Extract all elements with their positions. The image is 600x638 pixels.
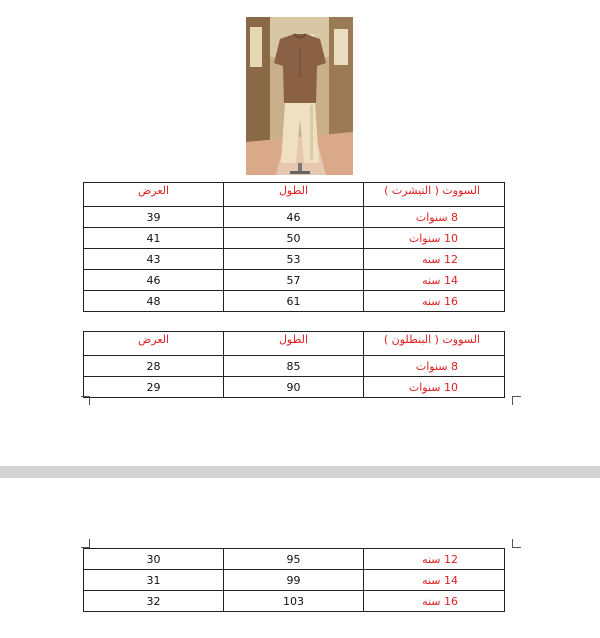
product-photo (246, 17, 353, 175)
table-row (84, 377, 505, 398)
header-length: الطول (224, 332, 364, 356)
length-cell: 53 (224, 249, 364, 270)
width-cell: 46 (84, 270, 224, 291)
table-row (84, 207, 505, 228)
width-cell: 39 (84, 207, 224, 228)
page-break-gap (0, 466, 600, 478)
length-cell: 61 (224, 291, 364, 312)
width-cell: 48 (84, 291, 224, 312)
length-cell: 50 (224, 228, 364, 249)
table-row (84, 270, 505, 291)
width-cell: 30 (84, 549, 224, 570)
header-width: العرض (84, 332, 224, 356)
header-size: السووت ( البنطلون ) (364, 332, 505, 356)
size-cell: 14 سنه (364, 270, 505, 291)
size-cell: 12 سنه (364, 249, 505, 270)
width-cell: 28 (84, 356, 224, 377)
margin-corner-mark (512, 396, 521, 405)
table-row (84, 291, 505, 312)
size-cell: 8 سنوات (364, 207, 505, 228)
pants-size-table-continued (83, 548, 505, 612)
table-row (84, 228, 505, 249)
table-row (84, 249, 505, 270)
pants-size-table (83, 331, 505, 398)
length-cell: 99 (224, 570, 364, 591)
size-cell: 8 سنوات (364, 356, 505, 377)
length-cell: 85 (224, 356, 364, 377)
length-cell: 103 (224, 591, 364, 612)
table-row (84, 356, 505, 377)
size-cell: 14 سنه (364, 570, 505, 591)
width-cell: 43 (84, 249, 224, 270)
width-cell: 41 (84, 228, 224, 249)
table-row (84, 549, 505, 570)
shirt-size-table (83, 182, 505, 312)
margin-corner-mark (81, 396, 90, 405)
width-cell: 31 (84, 570, 224, 591)
size-cell: 10 سنوات (364, 228, 505, 249)
length-cell: 57 (224, 270, 364, 291)
header-width: العرض (84, 183, 224, 207)
size-cell: 12 سنه (364, 549, 505, 570)
size-cell: 10 سنوات (364, 377, 505, 398)
length-cell: 46 (224, 207, 364, 228)
width-cell: 29 (84, 377, 224, 398)
table-header-row (84, 332, 505, 356)
width-cell: 32 (84, 591, 224, 612)
length-cell: 90 (224, 377, 364, 398)
header-size: السووت ( التيشرت ) (364, 183, 505, 207)
table-row (84, 591, 505, 612)
margin-corner-mark (81, 539, 90, 548)
size-cell: 16 سنه (364, 591, 505, 612)
table-header-row (84, 183, 505, 207)
length-cell: 95 (224, 549, 364, 570)
table-row (84, 570, 505, 591)
margin-corner-mark (512, 539, 521, 548)
header-length: الطول (224, 183, 364, 207)
size-cell: 16 سنه (364, 291, 505, 312)
